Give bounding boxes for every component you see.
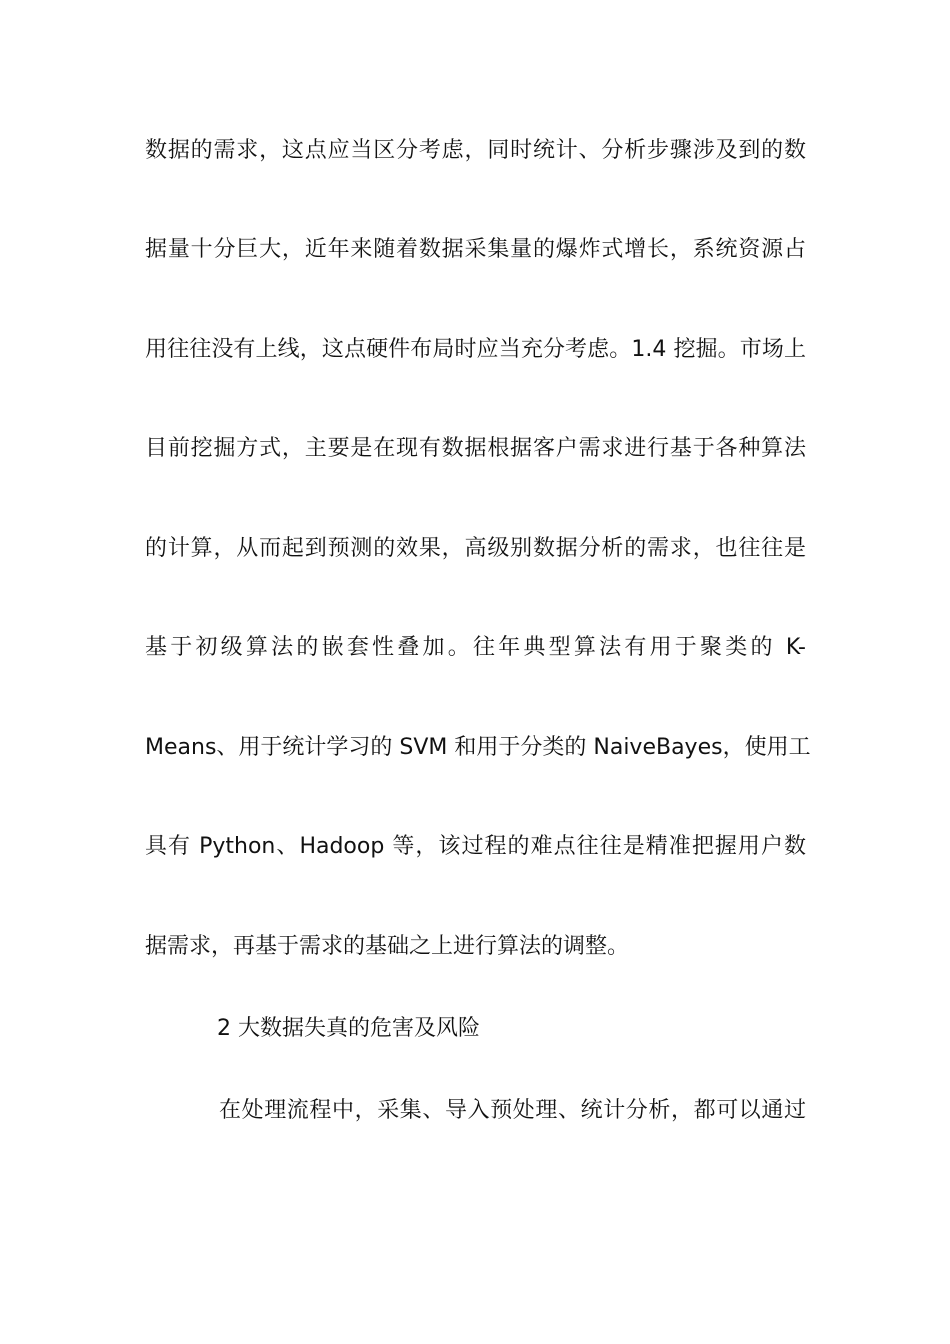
body-text-line: 用往往没有上线，这点硬件布局时应当充分考虑。1.4 挖掘。市场上 [145,337,806,362]
body-text-line: Means、用于统计学习的 SVM 和用于分类的 NaiveBayes，使用工 [145,735,811,760]
body-text-line: 数据的需求，这点应当区分考虑，同时统计、分析步骤涉及到的数 [145,138,806,163]
body-text-line: 具有 Python、Hadoop 等，该过程的难点往往是精准把握用户数 [145,834,806,859]
paragraph-first-line: 在处理流程中，采集、导入预处理、统计分析，都可以通过 [219,1098,806,1123]
section-heading: 2 大数据失真的危害及风险 [217,1016,480,1041]
body-text-line: 据量十分巨大，近年来随着数据采集量的爆炸式增长，系统资源占 [145,237,806,262]
body-text-line: 的计算，从而起到预测的效果，高级别数据分析的需求，也往往是 [145,536,806,561]
body-text-line: 据需求，再基于需求的基础之上进行算法的调整。 [145,934,630,959]
body-text-line: 基于初级算法的嵌套性叠加。往年典型算法有用于聚类的 K- [145,635,806,660]
body-text-line: 目前挖掘方式，主要是在现有数据根据客户需求进行基于各种算法 [145,436,806,461]
